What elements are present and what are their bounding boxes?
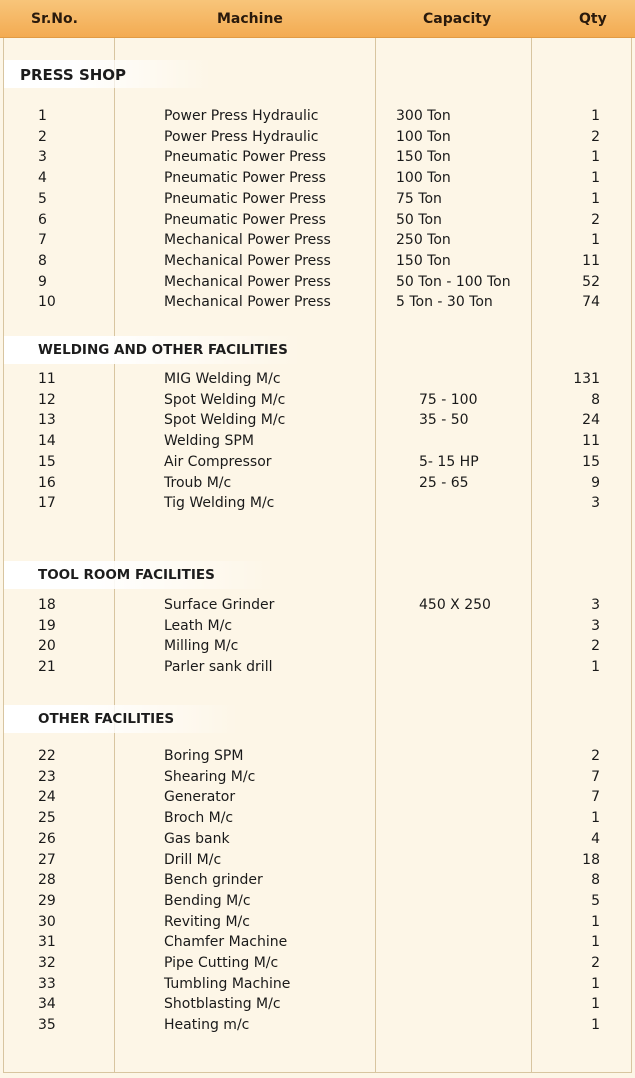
row-machine: Reviting M/c: [164, 913, 250, 930]
row-machine: Welding SPM: [164, 433, 254, 450]
row-srno: 33: [38, 975, 56, 992]
row-srno: 3: [38, 149, 47, 166]
row-machine: Air Compressor: [164, 453, 272, 470]
row-capacity: 50 Ton - 100 Ton: [396, 273, 511, 290]
row-machine: Surface Grinder: [164, 597, 275, 613]
section-title: TOOL ROOM FACILITIES: [38, 567, 215, 583]
header-machine: Machine: [217, 11, 283, 27]
table-row: [0, 975, 635, 995]
table-row: [0, 128, 635, 148]
row-qty: 1: [591, 170, 600, 187]
row-srno: 5: [38, 190, 47, 207]
row-machine: Pneumatic Power Press: [164, 149, 326, 166]
row-srno: 17: [38, 495, 56, 512]
row-qty: 3: [591, 597, 600, 613]
table-row: [0, 169, 635, 189]
section-header: [4, 561, 304, 589]
table-row: [0, 809, 635, 829]
row-qty: 4: [591, 830, 600, 847]
row-srno: 11: [38, 371, 56, 387]
row-machine: MIG Welding M/c: [164, 371, 281, 387]
section-title: PRESS SHOP: [20, 66, 127, 84]
row-qty: 2: [591, 748, 600, 764]
row-srno: 4: [38, 170, 47, 187]
row-machine: Parler sank drill: [164, 659, 273, 676]
section-header: [4, 705, 264, 733]
table-row: [0, 148, 635, 168]
row-qty: 9: [591, 474, 600, 491]
header-srno: Sr.No.: [31, 11, 78, 27]
row-qty: 3: [591, 617, 600, 634]
row-qty: 5: [591, 892, 600, 909]
table-row: [0, 596, 635, 616]
table-row: [0, 1016, 635, 1036]
row-srno: 24: [38, 789, 56, 806]
table-row: [0, 658, 635, 678]
table-row: [0, 474, 635, 494]
table-row: [0, 273, 635, 293]
table-row: [0, 231, 635, 251]
row-srno: 20: [38, 638, 56, 655]
row-qty: 1: [591, 190, 600, 207]
row-qty: 3: [591, 495, 600, 512]
row-machine: Boring SPM: [164, 748, 244, 764]
row-qty: 2: [591, 955, 600, 971]
row-machine: Chamfer Machine: [164, 934, 288, 951]
row-qty: 11: [582, 433, 600, 450]
row-srno: 1: [38, 108, 47, 124]
row-qty: 1: [591, 934, 600, 951]
section-header: [4, 60, 234, 88]
table-row: [0, 637, 635, 657]
row-machine: Pipe Cutting M/c: [164, 955, 279, 971]
row-srno: 19: [38, 617, 56, 634]
row-capacity: 150 Ton: [396, 252, 451, 269]
row-machine: Tig Welding M/c: [164, 495, 275, 512]
row-qty: 2: [591, 638, 600, 655]
row-machine: Shearing M/c: [164, 768, 256, 785]
row-qty: 131: [573, 371, 600, 387]
row-qty: 74: [582, 294, 600, 311]
row-machine: Shotblasting M/c: [164, 996, 281, 1013]
row-machine: Drill M/c: [164, 851, 222, 868]
row-srno: 21: [38, 659, 56, 676]
table-row: [0, 913, 635, 933]
row-capacity: 5 Ton - 30 Ton: [396, 294, 493, 311]
table-row: [0, 954, 635, 974]
section-header: [4, 336, 334, 364]
row-srno: 10: [38, 294, 56, 311]
table-row: [0, 391, 635, 411]
row-srno: 13: [38, 412, 56, 429]
row-qty: 24: [582, 412, 600, 429]
table-row: [0, 252, 635, 272]
row-machine: Bending M/c: [164, 892, 251, 909]
row-srno: 30: [38, 913, 56, 930]
table-row: [0, 830, 635, 850]
row-machine: Heating m/c: [164, 1017, 250, 1034]
table-row: [0, 788, 635, 808]
row-srno: 28: [38, 872, 56, 889]
row-capacity: 250 Ton: [396, 232, 451, 249]
row-srno: 22: [38, 748, 56, 764]
row-machine: Milling M/c: [164, 638, 239, 655]
table-row: [0, 453, 635, 473]
row-machine: Troub M/c: [164, 474, 232, 491]
row-machine: Pneumatic Power Press: [164, 190, 326, 207]
row-srno: 27: [38, 851, 56, 868]
table-row: [0, 851, 635, 871]
row-capacity: 5- 15 HP: [419, 453, 479, 470]
row-capacity: 100 Ton: [396, 128, 451, 145]
row-machine: Mechanical Power Press: [164, 252, 331, 269]
table-row: [0, 293, 635, 313]
table-row: [0, 494, 635, 514]
row-srno: 18: [38, 597, 56, 613]
row-qty: 52: [582, 273, 600, 290]
row-machine: Spot Welding M/c: [164, 412, 286, 429]
row-qty: 1: [591, 232, 600, 249]
row-srno: 32: [38, 955, 56, 971]
table-row: [0, 747, 635, 767]
row-qty: 2: [591, 211, 600, 228]
table-row: [0, 933, 635, 953]
row-qty: 2: [591, 128, 600, 145]
row-qty: 15: [582, 453, 600, 470]
section-title: WELDING AND OTHER FACILITIES: [38, 342, 288, 358]
table-row: [0, 617, 635, 637]
row-qty: 1: [591, 975, 600, 992]
row-machine: Spot Welding M/c: [164, 391, 286, 408]
row-srno: 6: [38, 211, 47, 228]
row-machine: Gas bank: [164, 830, 230, 847]
row-machine: Pneumatic Power Press: [164, 211, 326, 228]
row-machine: Pneumatic Power Press: [164, 170, 326, 187]
row-qty: 11: [582, 252, 600, 269]
row-machine: Mechanical Power Press: [164, 294, 331, 311]
row-qty: 1: [591, 810, 600, 827]
row-machine: Generator: [164, 789, 236, 806]
row-qty: 18: [582, 851, 600, 868]
table-row: [0, 370, 635, 390]
section-title: OTHER FACILITIES: [38, 711, 175, 727]
table-row: [0, 995, 635, 1015]
row-machine: Power Press Hydraulic: [164, 128, 319, 145]
row-qty: 8: [591, 391, 600, 408]
row-machine: Mechanical Power Press: [164, 273, 331, 290]
row-machine: Leath M/c: [164, 617, 233, 634]
table-row: [0, 190, 635, 210]
table-header: [0, 0, 635, 38]
row-qty: 1: [591, 913, 600, 930]
row-qty: 7: [591, 789, 600, 806]
row-machine: Mechanical Power Press: [164, 232, 331, 249]
row-srno: 14: [38, 433, 56, 450]
row-srno: 34: [38, 996, 56, 1013]
row-machine: Bench grinder: [164, 872, 263, 889]
table-row: [0, 107, 635, 127]
row-capacity: 75 - 100: [419, 391, 478, 408]
row-srno: 7: [38, 232, 47, 249]
row-srno: 35: [38, 1017, 56, 1034]
row-qty: 1: [591, 659, 600, 676]
row-qty: 1: [591, 996, 600, 1013]
row-machine: Power Press Hydraulic: [164, 108, 319, 124]
row-capacity: 100 Ton: [396, 170, 451, 187]
row-srno: 16: [38, 474, 56, 491]
row-machine: Broch M/c: [164, 810, 234, 827]
row-capacity: 300 Ton: [396, 108, 451, 124]
row-srno: 2: [38, 128, 47, 145]
row-capacity: 25 - 65: [419, 474, 469, 491]
header-capacity: Capacity: [423, 11, 492, 27]
row-srno: 23: [38, 768, 56, 785]
row-machine: Tumbling Machine: [164, 975, 291, 992]
table-row: [0, 768, 635, 788]
row-capacity: 35 - 50: [419, 412, 469, 429]
row-srno: 26: [38, 830, 56, 847]
table-row: [0, 892, 635, 912]
row-srno: 31: [38, 934, 56, 951]
row-qty: 1: [591, 1017, 600, 1034]
table-row: [0, 432, 635, 452]
table-row: [0, 411, 635, 431]
row-qty: 1: [591, 149, 600, 166]
header-qty: Qty: [579, 11, 607, 27]
row-srno: 8: [38, 252, 47, 269]
row-capacity: 50 Ton: [396, 211, 442, 228]
row-srno: 15: [38, 453, 56, 470]
row-srno: 25: [38, 810, 56, 827]
row-srno: 9: [38, 273, 47, 290]
row-srno: 29: [38, 892, 56, 909]
row-qty: 7: [591, 768, 600, 785]
row-capacity: 75 Ton: [396, 190, 442, 207]
row-capacity: 150 Ton: [396, 149, 451, 166]
row-qty: 8: [591, 872, 600, 889]
table-row: [0, 871, 635, 891]
row-srno: 12: [38, 391, 56, 408]
table-row: [0, 211, 635, 231]
row-capacity: 450 X 250: [419, 597, 491, 613]
row-qty: 1: [591, 108, 600, 124]
